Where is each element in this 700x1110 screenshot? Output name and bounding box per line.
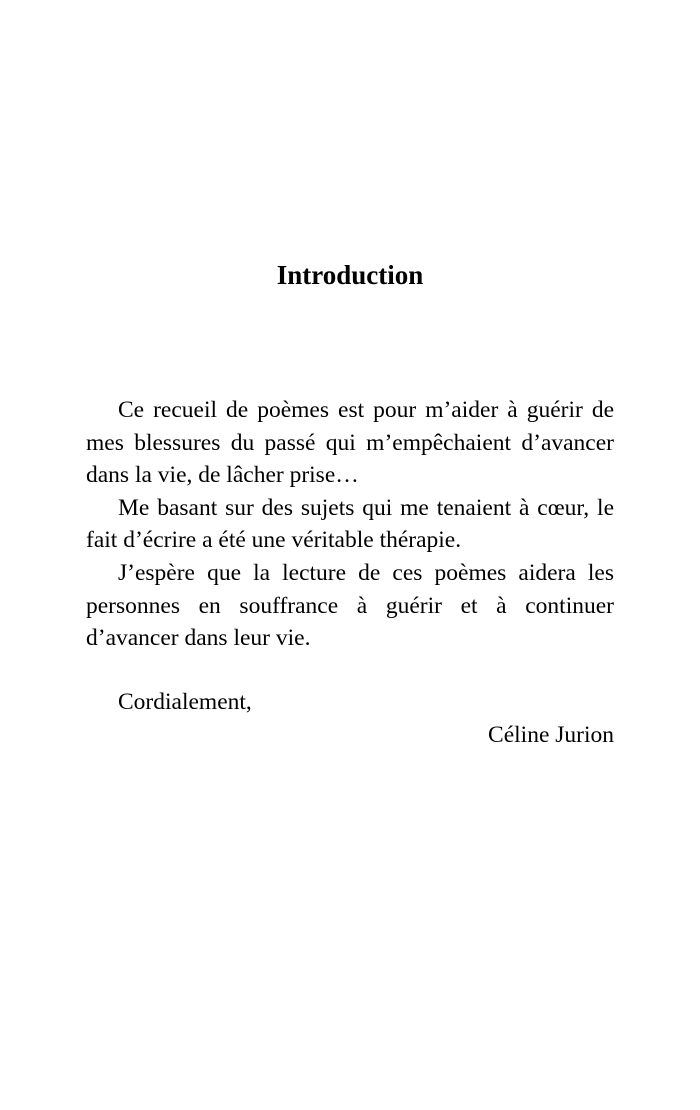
- introduction-body: [86, 394, 614, 655]
- author-signature: Céline Jurion: [488, 722, 614, 748]
- closing-salutation: Cordialement,: [118, 689, 252, 715]
- paragraph-2: Me basant sur des sujets qui me tenaient à cœur, le fait d’écrire a été une véritable thérapie.: [86, 494, 614, 554]
- paragraph-1: Ce recueil de poèmes est pour m’aider à guérir de mes blessures du passé qui m’empêchaient d’avancer dans la vie, de lâcher prise…: [86, 397, 614, 489]
- paragraph-3: J’espère que la lecture de ces poèmes aidera les personnes en souffrance à guérir et à continuer d’avancer dans leur vie.: [86, 559, 614, 652]
- page-title: Introduction: [276, 260, 424, 290]
